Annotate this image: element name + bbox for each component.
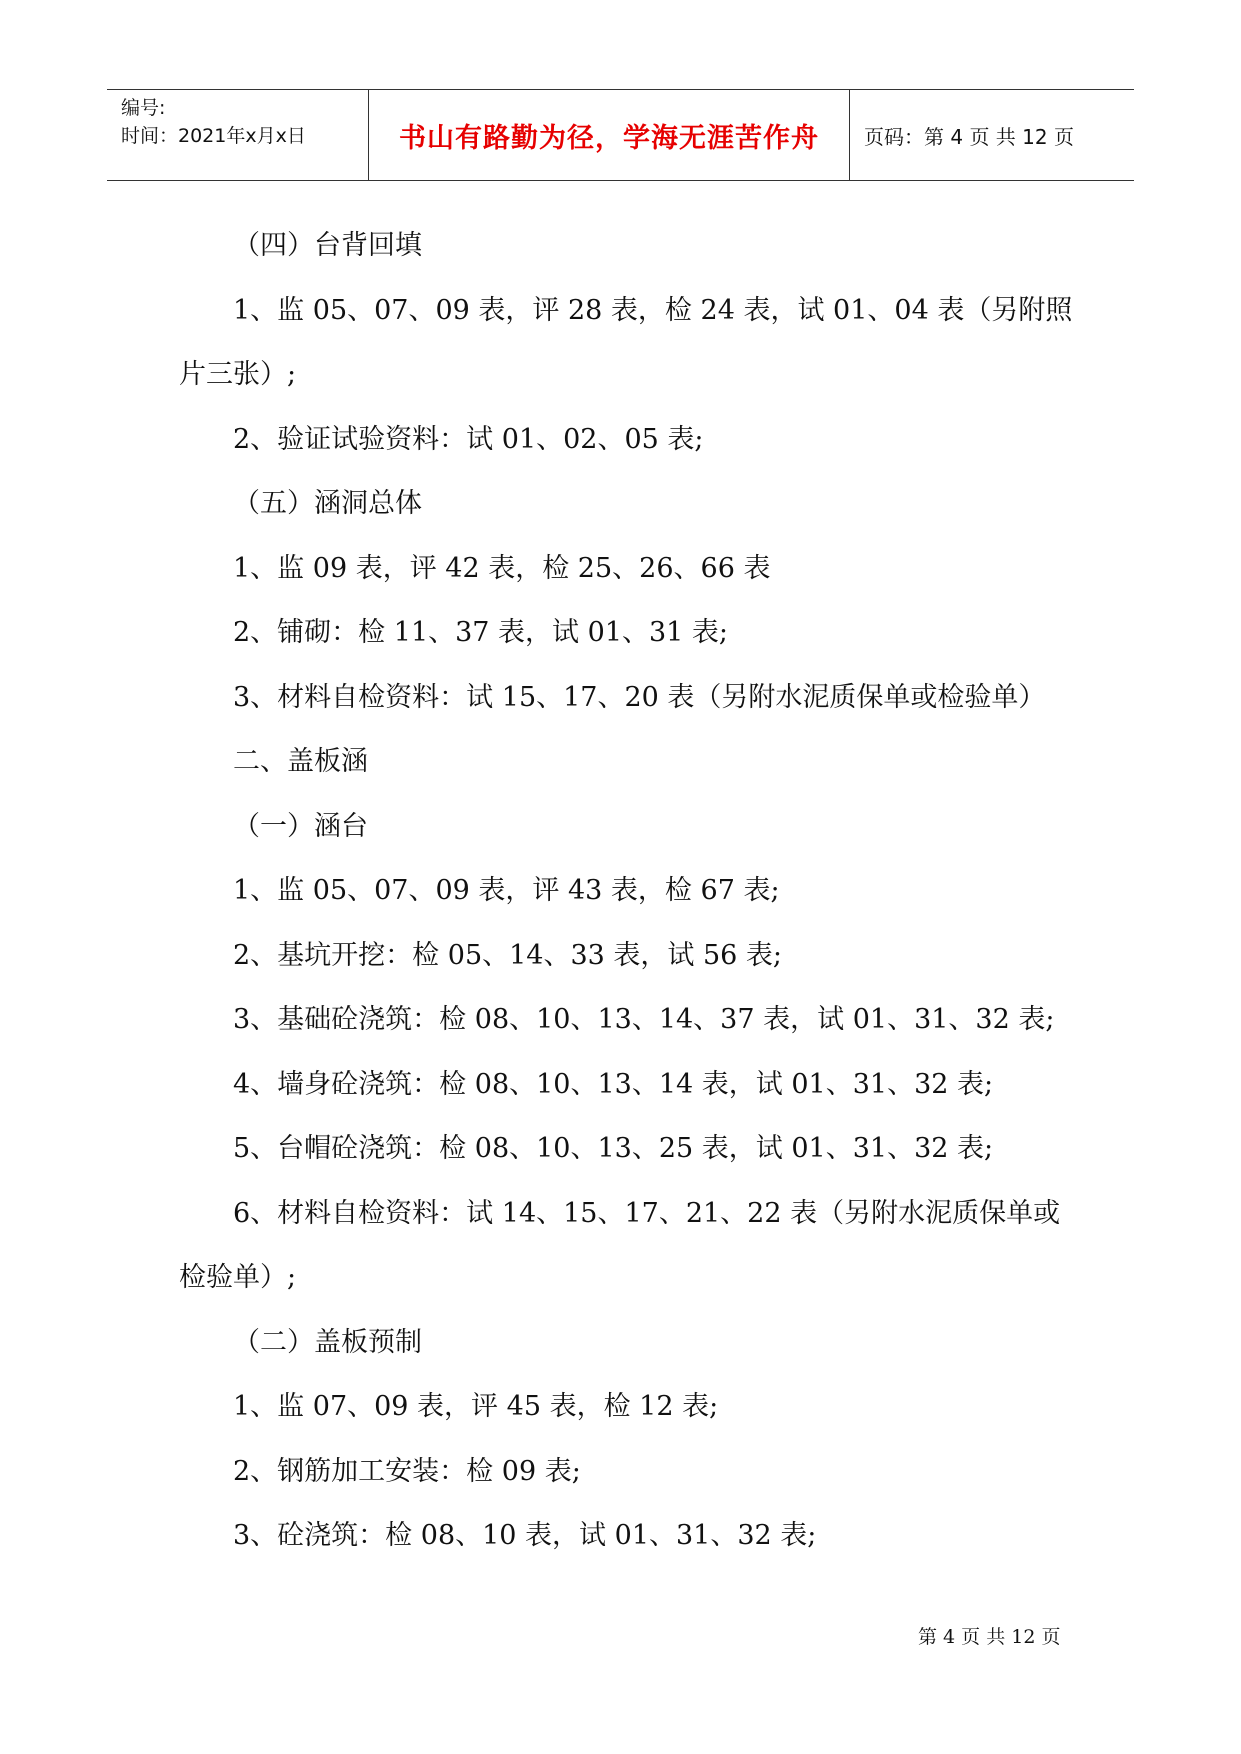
page-footer: 第 4 页 共 12 页 bbox=[918, 1626, 1061, 1648]
document-number-label: 编号: bbox=[121, 97, 166, 119]
body-line: 6、材料自检资料：试 14、15、17、21、22 表（另附水泥质保单或 bbox=[233, 1198, 1061, 1229]
header-meta bbox=[107, 90, 369, 180]
body-line: 1、监 07、09 表，评 45 表，检 12 表; bbox=[233, 1391, 719, 1422]
section-heading: （二）盖板预制 bbox=[233, 1327, 422, 1358]
body-line: 2、钢筋加工安装：检 09 表; bbox=[233, 1456, 581, 1487]
header-page-number: 页码：第 4 页 共 12 页 bbox=[864, 124, 1074, 149]
body-line: 1、监 05、07、09 表，评 28 表，检 24 表，试 01、04 表（另附照 bbox=[233, 295, 1073, 326]
document-date: 时间：2021年x月x日 bbox=[121, 125, 306, 147]
body-line: 片三张）; bbox=[179, 359, 297, 390]
body-line: 1、监 09 表，评 42 表，检 25、26、66 表 bbox=[233, 553, 771, 584]
body-line: 5、台帽砼浇筑：检 08、10、13、25 表，试 01、31、32 表; bbox=[233, 1133, 994, 1164]
body-line: 4、墙身砼浇筑：检 08、10、13、14 表，试 01、31、32 表; bbox=[233, 1069, 994, 1100]
body-line: 1、监 05、07、09 表，评 43 表，检 67 表; bbox=[233, 875, 780, 906]
section-heading: （五）涵洞总体 bbox=[233, 488, 422, 519]
body-line: 检验单）; bbox=[179, 1262, 297, 1293]
section-heading: （一）涵台 bbox=[233, 811, 368, 842]
body-line: 2、验证试验资料：试 01、02、05 表; bbox=[233, 424, 704, 455]
body-line: 3、基础砼浇筑：检 08、10、13、14、37 表，试 01、31、32 表; bbox=[233, 1004, 1055, 1035]
body-line: 3、砼浇筑：检 08、10 表，试 01、31、32 表; bbox=[233, 1520, 817, 1551]
document-header bbox=[107, 89, 1134, 181]
header-motto: 书山有路勤为径，学海无涯苦作舟 bbox=[369, 90, 850, 180]
body-line: 3、材料自检资料：试 15、17、20 表（另附水泥质保单或检验单） bbox=[233, 682, 1046, 713]
chapter-heading: 二、盖板涵 bbox=[233, 746, 368, 777]
body-line: 2、基坑开挖：检 05、14、33 表，试 56 表; bbox=[233, 940, 783, 971]
body-line: 2、铺砌：检 11、37 表，试 01、31 表; bbox=[233, 617, 729, 648]
section-heading: （四）台背回填 bbox=[233, 230, 422, 261]
